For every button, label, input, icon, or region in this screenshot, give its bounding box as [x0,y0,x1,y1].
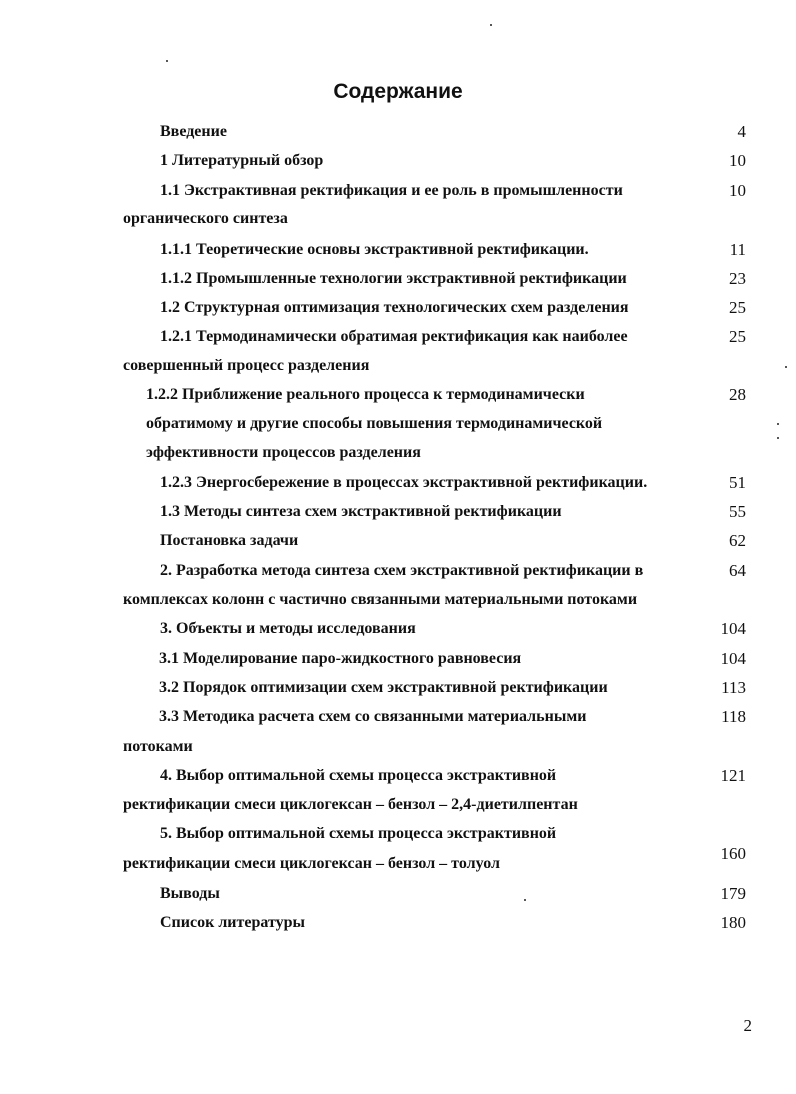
toc-entry-text: 3.3 Методика расчета схем со связанными материальными [159,708,587,725]
toc-entry-text: 1.2 Структурная оптимизация технологических схем разделения [160,299,629,316]
toc-entry-text: совершенный процесс разделения [123,357,370,374]
toc-entry-page: 25 [729,298,746,317]
toc-entry-text: Введение [160,123,227,140]
toc-entry-page: 179 [720,884,746,903]
toc-entry-text: 4. Выбор оптимальной схемы процесса экстрактивной [160,767,557,784]
toc-entry-page: 4 [737,122,746,141]
toc-entry-page: 121 [720,766,746,785]
page-title: Содержание [333,80,463,103]
toc-entry-page: 180 [720,913,746,932]
toc-entry-text: 5. Выбор оптимальной схемы процесса экстрактивной [160,825,557,842]
toc-entry-page: 25 [729,327,746,346]
toc-entry-page: 64 [729,561,746,580]
toc-entry-page: 51 [729,473,746,492]
toc-entry-text: 1 Литературный обзор [160,152,324,169]
toc-entry-text: 1.1.2 Промышленные технологии экстрактивной ректификации [160,270,627,287]
toc-entry-page: 55 [729,502,746,521]
toc-entry-text: эффективности процессов разделения [146,444,421,461]
toc-entry-page: 11 [729,240,746,259]
toc-entry-text: 1.2.1 Термодинамически обратимая ректификация как наиболее [160,328,628,345]
toc-entry-text: 1.2.3 Энергосбережение в процессах экстрактивной ректификации. [160,474,648,491]
toc-entry-page: 104 [720,649,746,668]
toc-entry-text: ректификации смеси циклогексан – бензол – 2,4-диетилпентан [123,796,578,813]
toc-entry-page: 23 [729,269,746,288]
toc-entry-page: 62 [729,531,746,550]
toc-entry-text: 1.1 Экстрактивная ректификация и ее роль в промышленности [160,182,623,199]
toc-entry-text: Постановка задачи [160,532,299,549]
toc-entry-text: Выводы [160,885,220,902]
toc-entry-text: потоками [123,738,193,755]
toc-entry-page: 160 [720,844,746,863]
toc-entry-text: ректификации смеси циклогексан – бензол – толуол [123,855,500,872]
toc-entry-text: комплексах колонн с частично связанными материальными потоками [123,591,638,608]
scan-speck [777,437,779,439]
toc-entry-page: 28 [729,385,746,404]
scan-speck [785,366,787,368]
toc-entry-text: 2. Разработка метода синтеза схем экстрактивной ректификации в [160,562,644,579]
toc-entry-text: Список литературы [160,914,305,931]
toc-entry-text: органического синтеза [123,210,288,227]
toc-entry-text: обратимому и другие способы повышения термодинамической [146,415,603,432]
scan-speck [166,60,168,62]
toc-entry-page: 113 [721,678,746,697]
toc-entry-page: 10 [729,151,746,170]
page-number: 2 [743,1016,752,1035]
toc-entry-text: 1.3 Методы синтеза схем экстрактивной ректификации [160,503,562,520]
scan-speck [777,423,779,425]
toc-entry-text: 3.2 Порядок оптимизации схем экстрактивной ректификации [159,679,608,696]
toc-entry-page: 118 [721,707,746,726]
toc-entry-text: 3. Объекты и методы исследования [160,620,416,637]
toc-entry-text: 1.1.1 Теоретические основы экстрактивной ректификации. [160,241,589,258]
toc-entry-text: 1.2.2 Приближение реального процесса к термодинамически [146,386,585,403]
scan-speck [524,899,526,901]
toc-entry-page: 104 [720,619,746,638]
toc-entry-text: 3.1 Моделирование паро-жидкостного равновесия [159,650,522,667]
scan-speck [490,24,492,26]
toc-entry-page: 10 [729,181,746,200]
